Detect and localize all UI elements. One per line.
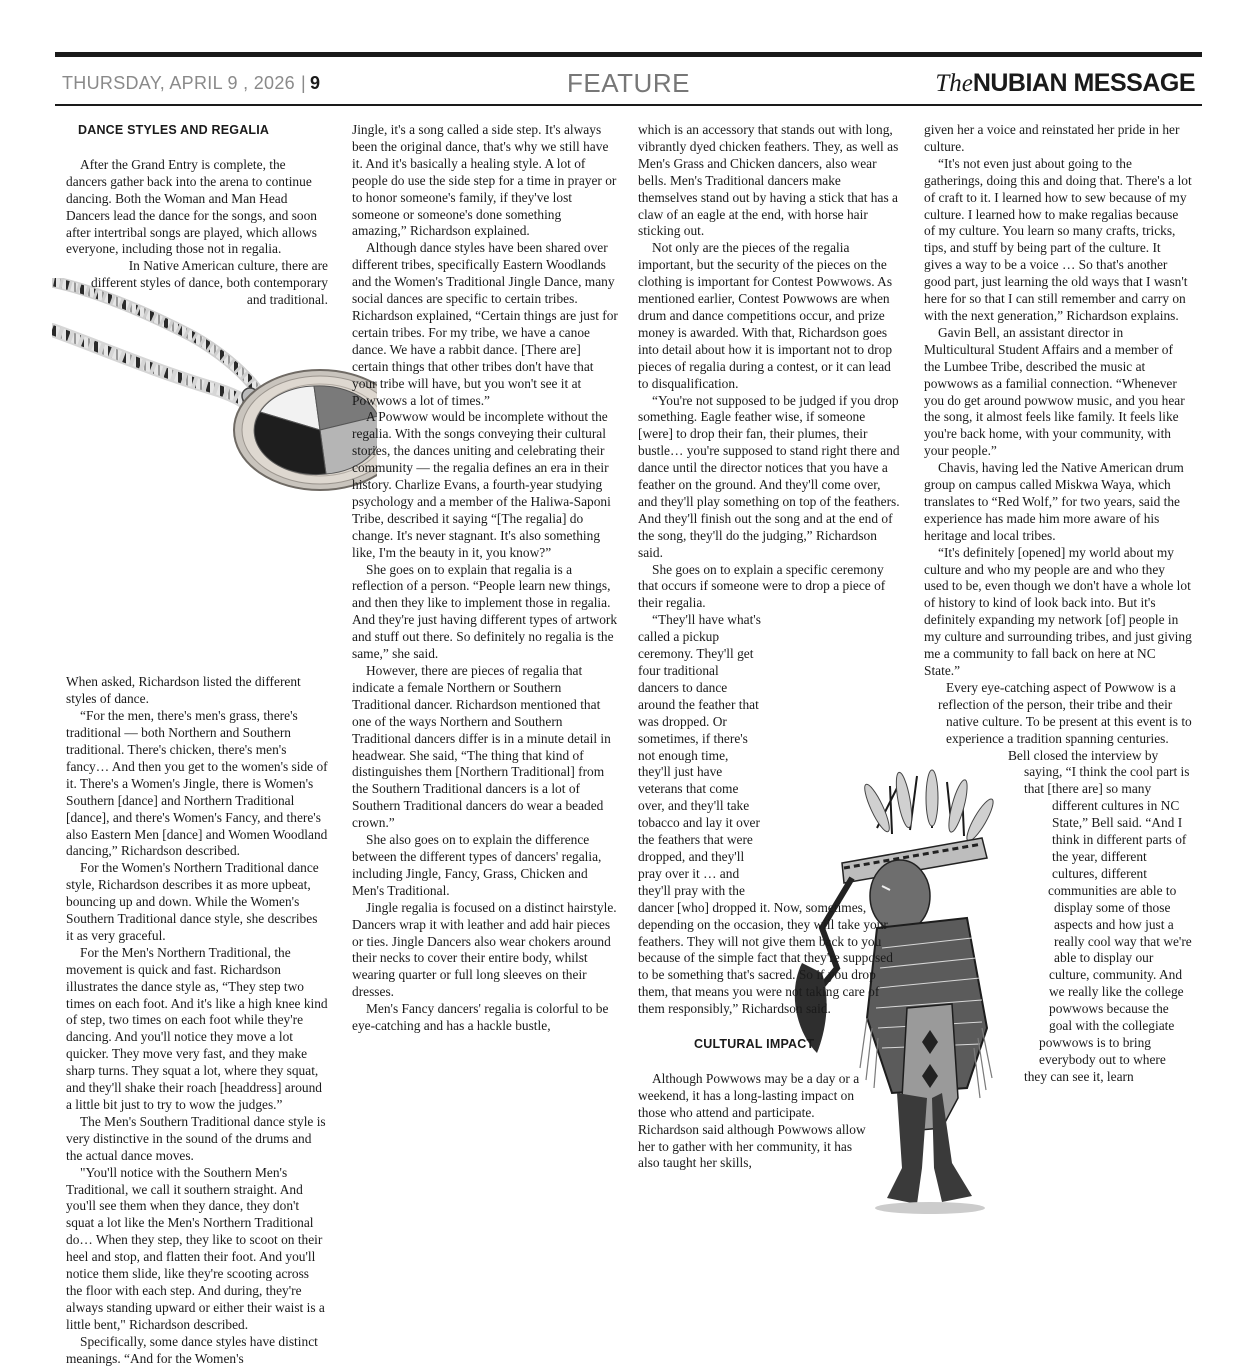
page-number: 9: [309, 73, 321, 93]
paragraph: Jingle, it's a song called a side step. It's always been the original dance, that's why we still have it. And it's basically a healing style. A lot of people do use the side step for a time in prayer or to honor someone's family, if they've lost someone or someone's done something amazing,” Richardson explained.: [352, 122, 617, 239]
section-title: FEATURE: [567, 68, 690, 98]
paragraph: After the Grand Entry is complete, the dancers gather back into the arena to continue dancing. Both the Woman and Man Head Dancers lead the dance for the songs, and soon after intertribal songs are played, which allows everyone, including those not in regalia.: [66, 156, 317, 257]
paragraph: which is an accessory that stands out with long, vibrantly dyed chicken feathers. They, as well as Men's Grass and Chicken dancers, also wear bells. Men's Traditional dancers make themselves stand out by having a stick that has a claw of an eagle at the end, with horse hair sticking out.: [638, 122, 899, 239]
paragraph: Not only are the pieces of the regalia important, but the security of the pieces on the clothing is important for Contest Powwows. As mentioned earlier, Contest Powwows are when drum and dance competitions occur, and prize money is awarded. With that, Richardson goes into detail about how it is important not to drop pieces of regalia during a contest, or it can lead to disqualification.: [638, 240, 893, 391]
header-separator: |: [300, 73, 306, 93]
paragraph: She goes on to explain that regalia is a reflection of a person. “People learn new things, and then they like to implement those in regalia. And they're just having different types of artwork and stuff out there. So definitely no regalia is the same,” she said.: [352, 561, 618, 662]
paragraph: She goes on to explain a specific ceremony that occurs if someone were to drop a piece of their regalia.: [638, 561, 886, 611]
paragraph: "You'll notice with the Southern Men's Traditional, we call it southern straight. And you'll see them when they dance, they don't squat a lot like the Men's Northern Traditional do… When they step, they like to scoot on their heel and stop, and flatten their foot. And you'll notice them slide, like they're scooting across the floor with each step. And during, they're always standing upward or either their waist is a little bent," Richardson described.: [66, 1164, 325, 1332]
paragraph: Chavis, having led the Native American drum group on campus called Miskwa Waya, which translates to “Red Wolf,” for two years, said the experience has made him more aware of his heritage and local tribes.: [924, 460, 1184, 543]
masthead-the: The: [935, 70, 973, 97]
paragraph: Although Powwows may be a day or a weekend, it has a long-lasting impact on those who attend and participate. Richardson said although Powwows allow her to gather with her community, it has also taught her skills,: [638, 1070, 866, 1171]
paragraph: Although dance styles have been shared over different tribes, specifically Eastern Woodlands and the Women's Traditional Jingle Dance, many social dances are specific to certain tribes. Richardson explained, “Certain things are just for certain tribes. For my tribe, we have a canoe dance. We have a rabbit dance. [There are] certain things that other tribes don't have that your tribe will have, but you won't see it at Powwows a lot of times.”: [352, 240, 618, 408]
section-heading-cultural-impact: CULTURAL IMPACT: [694, 1037, 815, 1052]
paragraph: given her a voice and reinstated her pride in her culture.: [924, 122, 1180, 154]
paragraph: Specifically, some dance styles have distinct meanings. “And for the Women's: [66, 1333, 318, 1366]
paragraph: In Native American culture, there are different styles of dance, both contemporary and traditional.: [91, 258, 328, 308]
paragraph: When asked, Richardson listed the different styles of dance.: [66, 674, 301, 707]
paragraph: Bell closed the interview by saying, “I think the cool part is that [there are] so many different cultures in NC State,” Bell said. “And I think in different parts of the year, different cultures, different communities are able to display some of those aspects and how just a really cool way that we're able to display our culture, community. And we really like the college powwows because the goal with the collegiate powwows is to bring everybody out to where they can see it, learn: [1008, 747, 1192, 1084]
paragraph: Jingle regalia is focused on a distinct hairstyle. Dancers wrap it with leather and add hair pieces or ties. Jingle Dancers also wear chokers around their necks to cover their entire body, whilst wearing quarter or full long sleeves on their dresses.: [352, 899, 617, 1000]
paragraph: For the Women's Northern Traditional dance style, Richardson describes it as more upbeat, bouncing up and down. While the Women's Southern Traditional dance style, she describes it as very graceful.: [66, 860, 319, 943]
article-column-3: [638, 122, 900, 1191]
paragraph: “They'll have what's called a pickup ceremony. They'll get four traditional dancers to dance around the feather that was dropped. Or sometimes, if there's not enough time, they'll just have veterans that come over, and they'll take tobacco and lay it over the feathers that were dropped, and they'll pray over it … and they'll pray with the dancer [who] dropped it. Now, sometimes, depending on the occasion, they will take your feathers. They will not give them back to you because of the simple fact that they're supposed to be something that's sacred. So if you drop them, that means you were not taking care of them responsibly,” Richardson said.: [638, 612, 893, 1017]
paragraph: She also goes on to explain the difference between the different types of dancers' regalia, including Jingle, Fancy, Grass, Chicken and Men's Traditional.: [352, 832, 602, 898]
paragraph: The Men's Southern Traditional dance style is very distinctive in the sound of the drums and the actual dance moves.: [66, 1113, 326, 1163]
paragraph: “You're not supposed to be judged if you drop something. Eagle feather wise, if someone [were] to drop their fan, their plumes, their bustle… you're supposed to stand right there and dance until the director notices that you have a feather on the ground. And they'll come over, and they'll play something on top of the feathers. And they'll finish out the song and at the end of the song, they'll do the judging,” Richardson said.: [638, 392, 900, 560]
paragraph: However, there are pieces of regalia that indicate a female Northern or Southern Traditional dancer. Richardson mentioned that one of the ways Northern and Southern Traditional dancers differ is in a minute detail in headwear. She said, “The thing that kind of distinguishes them [Northern Traditional] from the Southern Traditional dancers is a lot of Southern Traditional dancers do wear a beaded crown.”: [352, 663, 611, 831]
paragraph: Gavin Bell, an assistant director in Multicultural Student Affairs and a member of the Lumbee Tribe, described the music at powwows as a familial connection. “Whenever you do get around powwow music, and you hear the song, it almost feels like family. It feels like you're back home, with your community, with your people.”: [924, 324, 1185, 459]
article-column-1: [66, 122, 328, 1368]
paragraph: “It's not even just about going to the gatherings, doing this and doing that. There's a lot of craft to it. I learned how to sew because of my culture. I learned how to make regalias because of my culture. You learn so many crafts, tricks, tips, and stuff by being part of the culture. It gives a way to be a voice … So that's another good part, just learning the old ways that I wasn't here for so that I can still remember and carry on with the next generation,” Richardson explains.: [924, 155, 1192, 323]
paragraph: For the Men's Northern Traditional, the movement is quick and fast. Richardson illustrates the dance style as, “They step two times on each foot. And it's like a high knee kind of step, two times on each foot while they're dancing. And you'll notice they move a lot quicker. They move very fast, and they make sharp turns. They squat a lot, where they squat, and they'll shake their roach [headdress] around a little bit just to try to wow the judges.”: [66, 944, 328, 1112]
paragraph: Every eye-catching aspect of Powwow is a reflection of the person, their tribe and their native culture. To be present at this event is to experience a tradition spanning centuries.: [938, 679, 1192, 746]
paragraph: “It's definitely [opened] my world about my culture and who my people are and who they used to be, even though we don't have a whole lot of history to kind of look back into. But it's definitely expanding my network [of] people in my culture and surrounding tribes, and just giving me a community to fall back on here at NC State.”: [924, 544, 1192, 678]
date-text: THURSDAY, APRIL 9 , 2026: [62, 73, 295, 93]
paragraph: Men's Fancy dancers' regalia is colorful to be eye-catching and has a hackle bustle,: [352, 1001, 609, 1034]
paragraph: A Powwow would be incomplete without the regalia. With the songs conveying their cultural stories, the dances uniting and celebrating their community — the regalia defines an era in their history. Charlize Evans, a fourth-year studying psychology and a member of the Haliwa-Saponi Tribe, described it saying “[The regalia] do change. It's never stagnant. It's also something like, I'm the beauty in it, you know?”: [352, 409, 611, 560]
header-rule: [55, 104, 1202, 106]
masthead: [935, 66, 1195, 100]
masthead-name: NUBIAN MESSAGE: [972, 69, 1195, 97]
section-heading-dance-styles: DANCE STYLES AND REGALIA: [78, 123, 270, 137]
article-column-2: [352, 122, 618, 1035]
top-rule: [55, 52, 1202, 57]
paragraph: “For the men, there's men's grass, there's traditional — both Northern and Southern traditional. There's chicken, there's men's fancy… And then you get to the women's side of it. There's a Women's Jingle, there is Women's Southern [dance] and Northern Traditional [dance], and there's Women's Fancy, and there's also Eastern Men [dance] and Women Woodland dancing,” Richardson described.: [66, 708, 328, 859]
article-column-4: [924, 122, 1192, 1156]
